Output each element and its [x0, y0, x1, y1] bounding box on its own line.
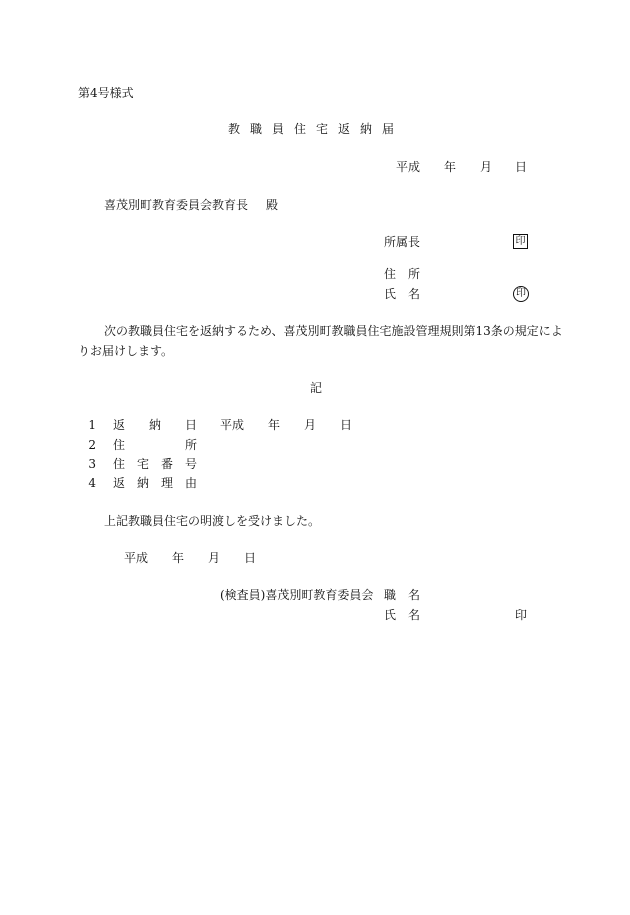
supervisor-seal: 印: [513, 234, 528, 249]
supervisor-label: 所属長: [384, 235, 421, 249]
addressee-name: 喜茂別町教育委員会教育長: [104, 198, 249, 212]
confirmation-date-era: 平成: [124, 551, 149, 565]
item-number: 1: [88, 418, 96, 432]
item-label: 返 納 理 由: [113, 476, 198, 490]
date-year: 年: [444, 160, 457, 174]
name-label: 氏 名: [384, 287, 421, 301]
inspector-name-label: 氏 名: [384, 608, 421, 622]
item-label: 返 納 日: [113, 418, 198, 432]
item-label: 住 所: [113, 438, 198, 452]
inspector-title-label: 職 名: [384, 588, 421, 602]
inspector-label: (検査員)喜茂別町教育委員会: [220, 588, 374, 602]
confirmation-date-year: 年: [172, 551, 185, 565]
addressee-honorific: 殿: [266, 198, 279, 212]
body-line-2: りお届けします。: [78, 344, 174, 358]
confirmation-date-day: 日: [244, 551, 257, 565]
address-label: 住 所: [384, 267, 421, 281]
confirmation-date-month: 月: [208, 551, 221, 565]
note-heading: 記: [310, 381, 323, 395]
date-day: 日: [515, 160, 528, 174]
item-value: 平成 年 月 日: [220, 418, 353, 432]
name-seal: 印: [513, 286, 529, 302]
document-title: 教職員住宅返納届: [228, 122, 405, 136]
item-number: 4: [88, 476, 96, 490]
item-number: 2: [88, 438, 96, 452]
item-label: 住 宅 番 号: [113, 457, 198, 471]
confirmation-text: 上記教職員住宅の明渡しを受けました。: [104, 514, 321, 528]
date-month: 月: [480, 160, 493, 174]
inspector-seal: 印: [515, 608, 528, 622]
form-number: 第4号様式: [78, 86, 134, 100]
date-era: 平成: [396, 160, 421, 174]
item-number: 3: [88, 457, 96, 471]
body-line-1: 次の教職員住宅を返納するため、喜茂別町教職員住宅施設管理規則第13条の規定によ: [104, 324, 563, 338]
